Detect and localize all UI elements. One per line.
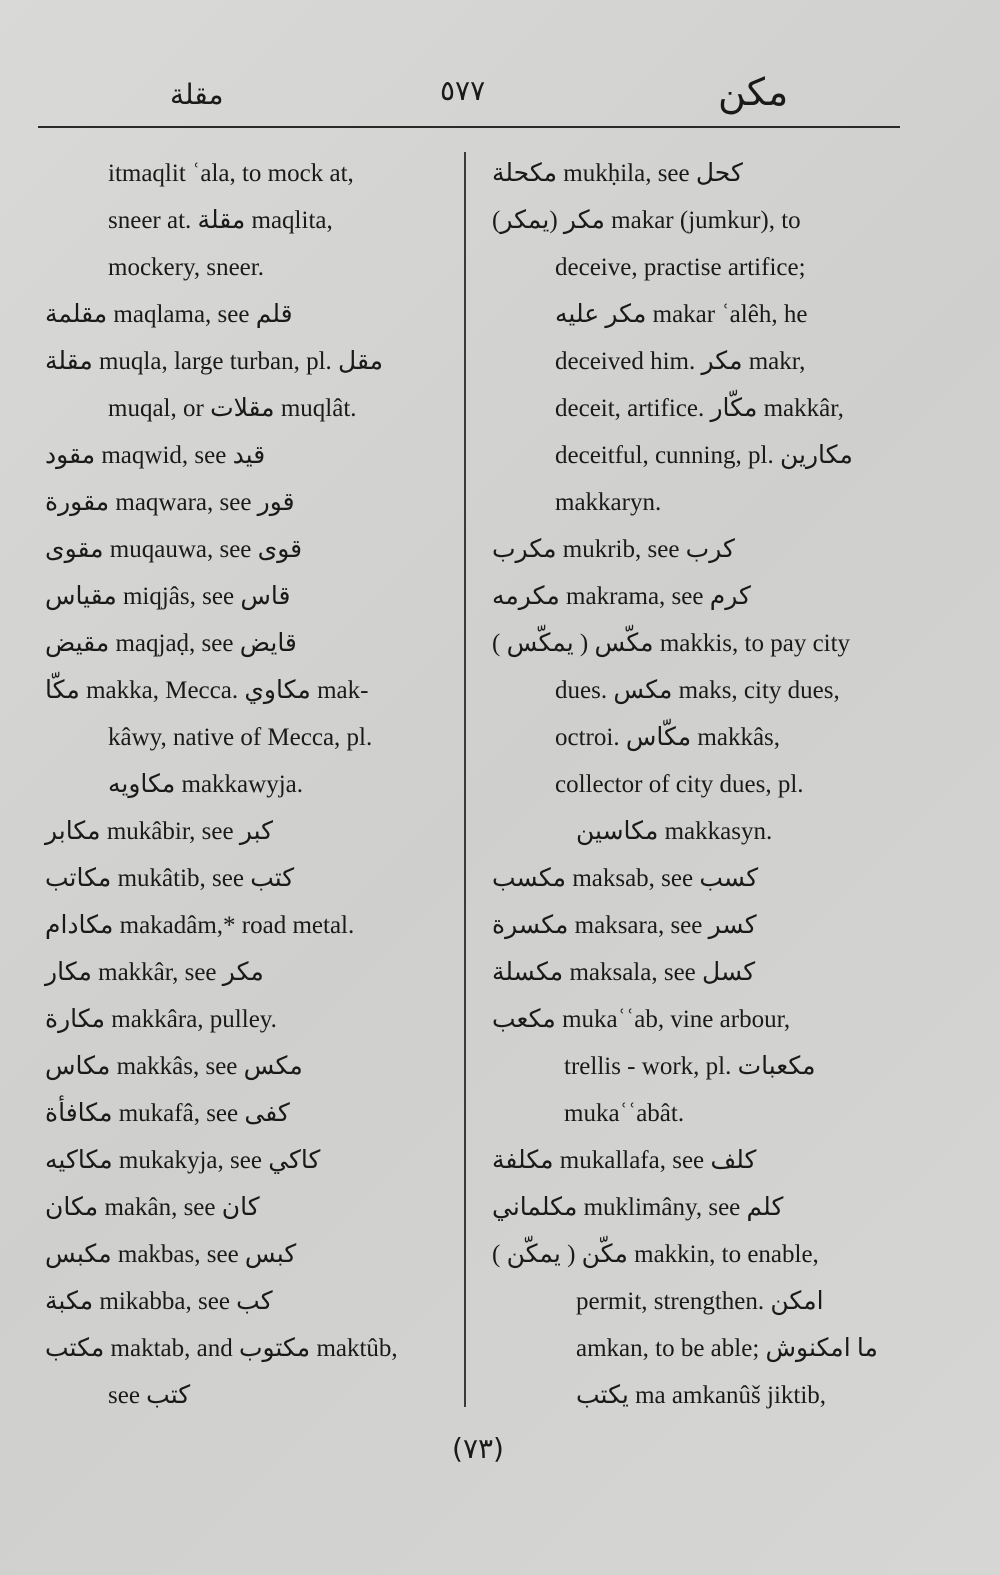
dictionary-line: مكعب mukaʿʿab, vine arbour, bbox=[492, 1006, 791, 1033]
dictionary-line: مقلمة maqlama, see قلم bbox=[45, 301, 293, 328]
dictionary-line: مكتب maktab, and مكتوب maktûb, bbox=[45, 1335, 398, 1362]
dictionary-line: مكسلة maksala, see كسل bbox=[492, 959, 756, 986]
column-divider bbox=[464, 152, 466, 1407]
dictionary-line: مكاسين makkasyn. bbox=[576, 818, 773, 845]
dictionary-line: mukaʿʿabât. bbox=[564, 1100, 685, 1127]
dictionary-line: مكافأة mukafâ, see كفى bbox=[45, 1100, 290, 1127]
dictionary-line: trellis - work, pl. مكعبات bbox=[564, 1053, 816, 1080]
dictionary-line: permit, strengthen. امكن bbox=[576, 1288, 824, 1315]
dictionary-line: mockery, sneer. bbox=[108, 254, 264, 281]
dictionary-line: muqal, or مقلات muqlât. bbox=[108, 395, 357, 422]
dictionary-line: مقوى muqauwa, see قوى bbox=[45, 536, 303, 563]
dictionary-line: مكان makân, see كان bbox=[45, 1194, 260, 1221]
dictionary-line: see كتب bbox=[108, 1382, 191, 1409]
dictionary-line: مكّس ( يمكّس ) makkis, to pay city bbox=[492, 630, 851, 657]
dictionary-line: deceit, artifice. مكّار makkâr, bbox=[555, 395, 844, 422]
dictionary-line: dues. مكس maks, city dues, bbox=[555, 677, 840, 704]
right-column bbox=[492, 150, 912, 1419]
dictionary-line: مقلة muqla, large turban, pl. مقل bbox=[45, 348, 384, 375]
dictionary-line: deceived him. مكر makr, bbox=[555, 348, 806, 375]
dictionary-line: مكر (يمكر) makar (jumkur), to bbox=[492, 207, 801, 234]
dictionary-line: مكلفة mukallafa, see كلف bbox=[492, 1147, 757, 1174]
left-column bbox=[45, 150, 465, 1419]
dictionary-line: مكبة mikabba, see كب bbox=[45, 1288, 273, 1315]
dictionary-line: deceive, practise artifice; bbox=[555, 254, 806, 281]
dictionary-line: collector of city dues, pl. bbox=[555, 771, 804, 798]
dictionary-line: مكسب maksab, see كسب bbox=[492, 865, 759, 892]
dictionary-line: octroi. مكّاس makkâs, bbox=[555, 724, 781, 751]
header-right-catchword: مكن bbox=[718, 70, 789, 114]
dictionary-line: يكتب ma amkanûš jiktib, bbox=[576, 1382, 827, 1409]
dictionary-line: مكارة makkâra, pulley. bbox=[45, 1006, 277, 1033]
dictionary-line: sneer at. مقلة maqlita, bbox=[108, 207, 333, 234]
dictionary-line: مكّن ( يمكّن ) makkin, to enable, bbox=[492, 1241, 819, 1268]
dictionary-line: مكلماني muklimâny, see كلم bbox=[492, 1194, 784, 1221]
dictionary-line: مكّا makka, Mecca. مكاوي mak- bbox=[45, 677, 369, 704]
dictionary-line: مكاويه makkawyja. bbox=[108, 771, 303, 798]
page-number: ٥٧٧ bbox=[440, 74, 486, 107]
dictionary-line: مكر عليه makar ʿalêh, he bbox=[555, 301, 808, 328]
dictionary-line: مكبس makbas, see كبس bbox=[45, 1241, 297, 1268]
sheet-number: (٧٣) bbox=[452, 1432, 504, 1465]
dictionary-line: مكحلة mukḥila, see كحل bbox=[492, 160, 743, 187]
dictionary-line: مكرب mukrib, see كرب bbox=[492, 536, 735, 563]
dictionary-line: deceitful, cunning, pl. مكارين bbox=[555, 442, 853, 469]
dictionary-line: مكرمه makrama, see كرم bbox=[492, 583, 751, 610]
dictionary-line: مكسرة maksara, see كسر bbox=[492, 912, 757, 939]
dictionary-line: مكاس makkâs, see مكس bbox=[45, 1053, 303, 1080]
header-rule bbox=[38, 126, 900, 128]
dictionary-line: مقياس miqjâs, see قاس bbox=[45, 583, 291, 610]
dictionary-line: مكار makkâr, see مكر bbox=[45, 959, 264, 986]
dictionary-line: مكابر mukâbir, see كبر bbox=[45, 818, 274, 845]
dictionary-line: مكاكيه mukakyja, see كاكي bbox=[45, 1147, 321, 1174]
dictionary-line: مكاتب mukâtib, see كتب bbox=[45, 865, 295, 892]
dictionary-line: مكادام makadâm,* road metal. bbox=[45, 912, 355, 939]
dictionary-line: مقورة maqwara, see قور bbox=[45, 489, 295, 516]
dictionary-line: makkaryn. bbox=[555, 489, 662, 516]
header-left-catchword: مقلة bbox=[170, 78, 224, 111]
dictionary-line: amkan, to be able; ما امكنوش bbox=[576, 1335, 878, 1362]
page-header bbox=[0, 70, 1000, 120]
dictionary-line: itmaqlit ʿala, to mock at, bbox=[108, 160, 354, 187]
dictionary-line: مقود maqwid, see قيد bbox=[45, 442, 266, 469]
dictionary-line: kâwy, native of Mecca, pl. bbox=[108, 724, 373, 751]
dictionary-line: مقيض maqjaḍ, see قايض bbox=[45, 630, 297, 657]
